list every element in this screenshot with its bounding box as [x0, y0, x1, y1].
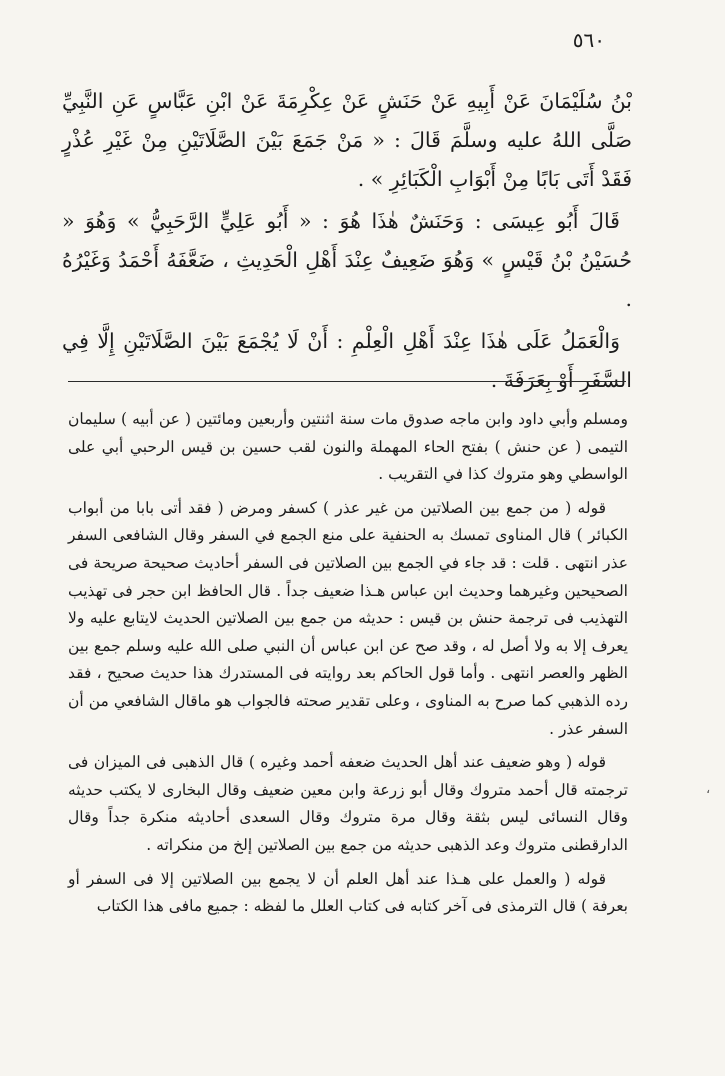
hadith-paragraph: بْنُ سُلَيْمَانَ عَنْ أَبِيهِ عَنْ حَنَشٍ عَنْ عِكْرِمَةَ عَنْ ابْنِ عَبَّاسٍ عَنِ النَّبِيِّ صَلَّى اللهُ عليه وسلَّمَ قَالَ : « مَنْ جَمَعَ بَيْنَ الصَّلَاتَيْنِ مِنْ غَيْرِ عُذْرٍ فَقَدْ أَتَى بَابًا مِنْ أَبْوَابِ الْكَبَائِرِ » . [62, 89, 632, 191]
commentary-paragraph-3: قوله ( وهو ضعيف عند أهل الحديث ضعفه أحمد وغيره ) قال الذهبى فى الميزان فى ترجمته قال أحمد متروك وقال أبو زرعة وابن معين ضعيف وقال البخارى لا يكتب حديثه وقال النسائى ليس بثقة وقال مرة متروك وقال السعدى أحاديثه منكرة جداً وقال الدارقطنى متروك وعد الذهبى حديثه من جمع بين الصلاتين إلخ من منكراته . [68, 753, 628, 854]
commentary-paragraph-1: ومسلم وأبي داود وابن ماجه صدوق مات سنة اثنتين وأربعين ومائتين ( عن أبيه ) سليمان التيمى ( عن حنش ) بفتح الحاء المهملة والنون لقب حسين بن قيس الرحبي أبي على الواسطي وهو متروك كذا في التقريب . [68, 410, 628, 484]
commentary-block [68, 406, 628, 927]
commentary-paragraph-2: قوله ( من جمع بين الصلاتين من غير عذر ) كسفر ومرض ( فقد أتى بابا من أبواب الكبائر ) قال المناوى تمسك به الحنفية على منع الجمع في السفر وقال الشافعى السفر عذر انتهى . قلت : قد جاء في الجمع بين الصلاتين فى السفر أحاديث صحيحة صريحة فى الصحيحين وغيرهما وحديث ابن عباس هـذا ضعيف جداً . قال الحافظ ابن حجر فى تهذيب التهذيب فى ترجمة حنش بن قيس : حديثه من جمع بين الصلاتين الحديث لايتابع عليه ولا يعرف إلا به ولا أصل له ، وقد صح عن ابن عباس أن النبي صلى الله عليه وسلم جمع بين الظهر والعصر انتهى . وأما قول الحاكم بعد روايته فى المستدرك هذا حديث صحيح ، فقد رده الذهبي كما صرح به المناوى ، وعلى تقدير صحته فالجواب هو ماقال الشافعي من أن السفر عذر . [68, 498, 628, 738]
abu-isa-comment-paragraph: قَالَ أَبُو عِيسَى : وَحَنَشٌ هٰذَا هُوَ : « أَبُو عَلِيٍّ الرَّحَبِيُّ » وَهُوَ « حُسَيْنُ بْنُ قَيْسٍ » وَهُوَ ضَعِيفٌ عِنْدَ أَهْلِ الْحَدِيثِ ، ضَعَّفَهُ أَحْمَدُ وَغَيْرُهُ . [62, 209, 632, 311]
section-divider [68, 381, 626, 382]
scholarly-practice-paragraph: وَالْعَمَلُ عَلَى هٰذَا عِنْدَ أَهْلِ الْعِلْمِ : أَنْ لَا يُجْمَعَ بَيْنَ الصَّلَاتَيْنِ إِلَّا فِي السَّفَرِ أَوْ بِعَرَفَةَ . [62, 329, 632, 392]
hadith-text-block [62, 82, 632, 403]
margin-mark: ، [706, 782, 711, 797]
page-number: ٥٦٠ [572, 28, 605, 52]
commentary-paragraph-4: قوله ( والعمل على هـذا عند أهل العلم أن لا يجمع بين الصلاتين إلا فى السفر أو بعرفة ) قال الترمذى فى آخر كتابه فى كتاب العلل ما لفظه : جميع مافى هذا الكتاب [68, 869, 628, 916]
